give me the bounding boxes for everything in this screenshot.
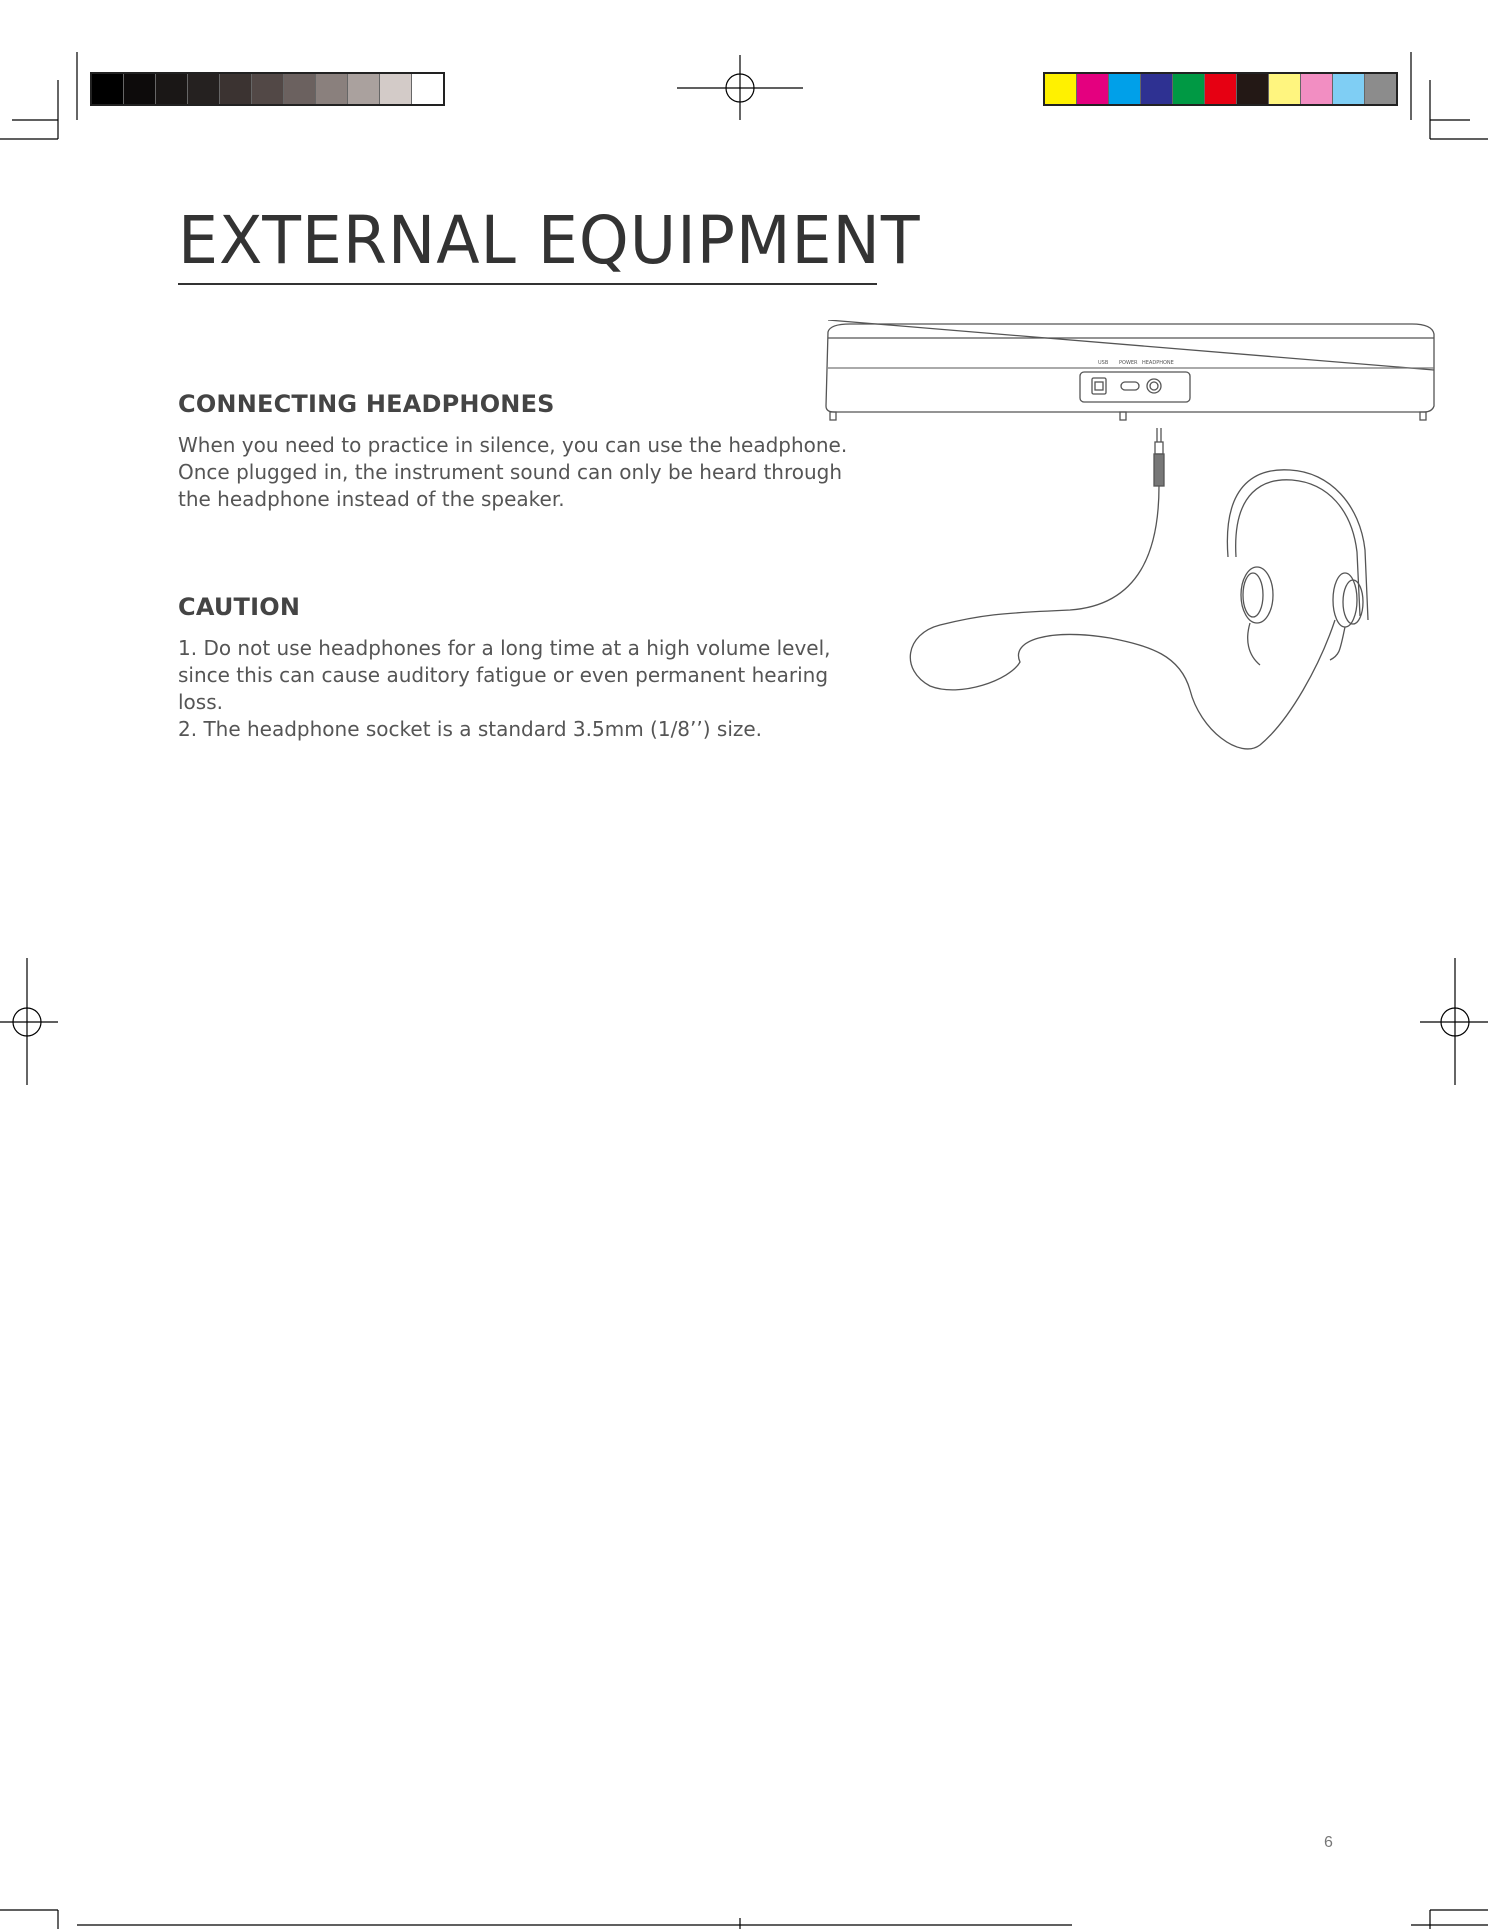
text-line: loss. bbox=[178, 690, 223, 714]
color-swatch bbox=[1205, 74, 1237, 104]
panel-labels bbox=[1098, 360, 1174, 366]
gray-swatch bbox=[220, 74, 252, 104]
gray-swatch bbox=[252, 74, 284, 104]
gray-swatch bbox=[188, 74, 220, 104]
keyboard-rear-panel bbox=[826, 320, 1434, 420]
section-heading-headphones: CONNECTING HEADPHONES bbox=[178, 390, 555, 418]
color-swatch bbox=[1141, 74, 1173, 104]
page-title: EXTERNAL EQUIPMENT bbox=[178, 202, 921, 279]
panel-label-usb: USB bbox=[1098, 360, 1109, 366]
color-swatch bbox=[1237, 74, 1269, 104]
gray-swatch bbox=[380, 74, 412, 104]
headphone-jack-icon bbox=[1147, 379, 1161, 393]
title-underline bbox=[178, 283, 877, 285]
gray-swatch bbox=[156, 74, 188, 104]
section-body-headphones bbox=[178, 432, 878, 513]
usb-port-icon bbox=[1092, 378, 1106, 394]
gray-swatch bbox=[348, 74, 380, 104]
text-line: When you need to practice in silence, you can use the headphone. bbox=[178, 433, 848, 457]
grayscale-calibration-bar bbox=[90, 72, 445, 106]
gray-swatch bbox=[124, 74, 156, 104]
gray-swatch bbox=[284, 74, 316, 104]
panel-label-headphone: HEADPHONE bbox=[1142, 360, 1174, 366]
color-swatch bbox=[1045, 74, 1077, 104]
text-line: since this can cause auditory fatigue or even permanent hearing bbox=[178, 663, 829, 687]
color-swatch bbox=[1109, 74, 1141, 104]
color-swatch bbox=[1269, 74, 1301, 104]
headphone-plug-icon bbox=[1154, 428, 1164, 486]
section-body-caution bbox=[178, 635, 878, 743]
text-line: 2. The headphone socket is a standard 3.5mm (1/8’’) size. bbox=[178, 717, 763, 741]
gray-swatch bbox=[92, 74, 124, 104]
color-swatch bbox=[1333, 74, 1365, 104]
headphone-connection-illustration bbox=[820, 320, 1440, 760]
color-swatch bbox=[1173, 74, 1205, 104]
color-swatch bbox=[1077, 74, 1109, 104]
headphones-icon bbox=[1227, 470, 1368, 665]
text-line: the headphone instead of the speaker. bbox=[178, 487, 565, 511]
gray-swatch bbox=[316, 74, 348, 104]
panel-label-power: POWER bbox=[1119, 360, 1138, 366]
section-heading-caution: CAUTION bbox=[178, 593, 301, 621]
color-calibration-bar bbox=[1043, 72, 1398, 106]
power-jack-icon bbox=[1121, 382, 1139, 390]
color-swatch bbox=[1365, 74, 1396, 104]
text-line: 1. Do not use headphones for a long time at a high volume level, bbox=[178, 636, 831, 660]
page-number: 6 bbox=[1324, 1834, 1333, 1851]
color-swatch bbox=[1301, 74, 1333, 104]
text-line: Once plugged in, the instrument sound can only be heard through bbox=[178, 460, 843, 484]
gray-swatch bbox=[412, 74, 443, 104]
